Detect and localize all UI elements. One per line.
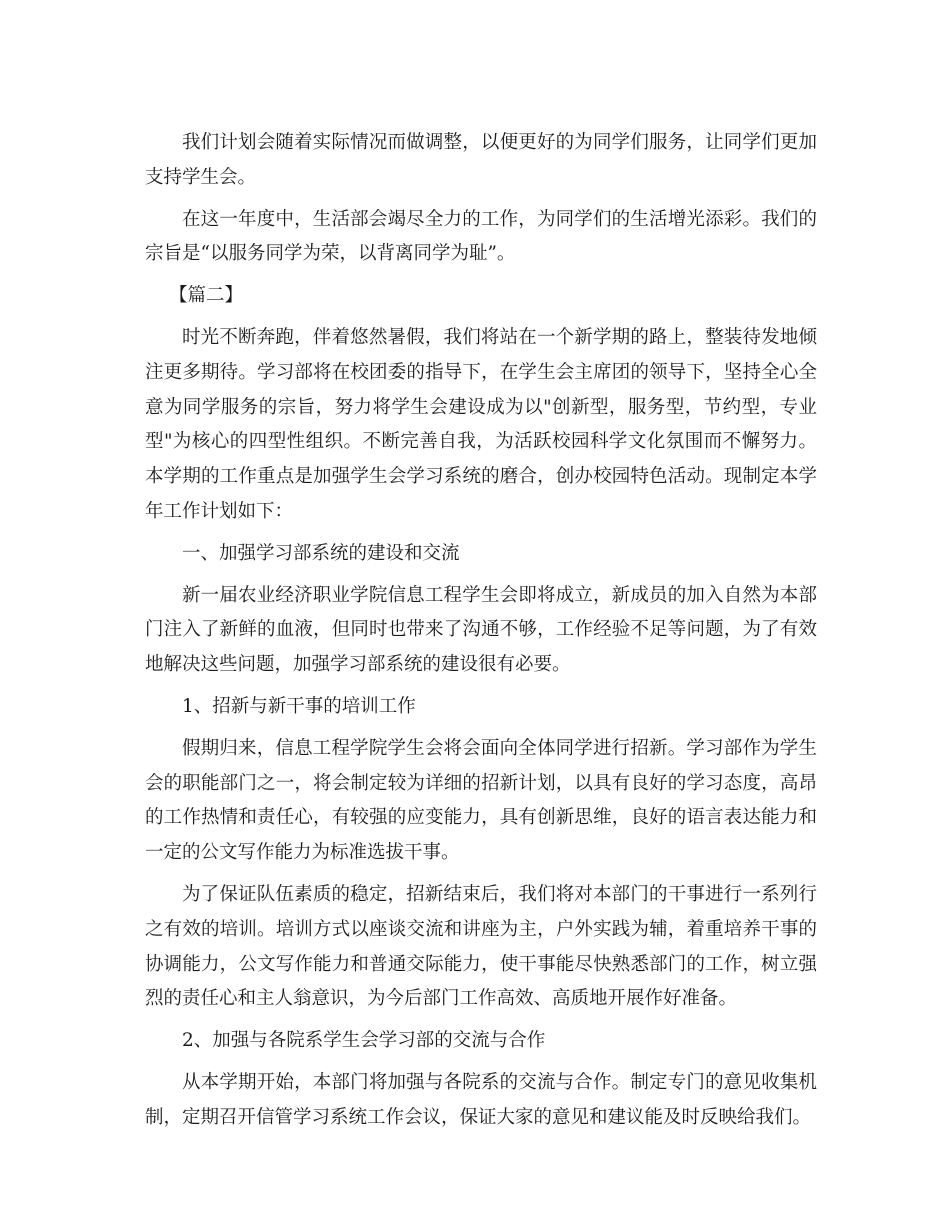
section-heading: 一、加强学习部系统的建设和交流 (182, 542, 460, 564)
paragraph: 新一届农业经济职业学院信息工程学生会即将成立，新成员的加入自然为本部门注入了新鲜的血液，但同时也带来了沟通不够，工作经验不足等问题，为了有效地解决这些问题，加强学习部系统的建设很有必要。 (145, 584, 817, 676)
paragraph: 假期归来，信息工程学院学生会将会面向全体同学进行招新。学习部作为学生会的职能部门之一，将会制定较为详细的招新计划，以具有良好的学习态度，高昂的工作热情和责任心，有较强的应变能力，具有创新思维，良好的语言表达能力和一定的公文写作能力为标准选拔干事。 (145, 737, 817, 864)
subsection-heading: 1、招新与新干事的培训工作 (182, 695, 416, 717)
paragraph: 在这一年度中，生活部会竭尽全力的工作，为同学们的生活增光添彩。我们的宗旨是“以服务同学为荣，以背离同学为耻”。 (145, 208, 817, 265)
section-title: 【篇二】 (169, 285, 244, 307)
paragraph: 我们计划会随着实际情况而做调整，以便更好的为同学们服务，让同学们更加支持学生会。 (145, 132, 817, 188)
paragraph: 为了保证队伍素质的稳定，招新结束后，我们将对本部门的干事进行一系列行之有效的培训。培训方式以座谈交流和讲座为主，户外实践为辅，着重培养干事的协调能力，公文写作能力和普通交际能力，使干事能尽快熟悉部门的工作，树立强烈的责任心和主人翁意识，为今后部门工作高效、高质地开展作好准备。 (145, 883, 817, 1010)
paragraph: 从本学期开始，本部门将加强与各院系的交流与合作。制定专门的意见收集机制，定期召开信管学习系统工作会议，保证大家的意见和建议能及时反映给我们。 (145, 1071, 817, 1128)
paragraph: 时光不断奔跑，伴着悠然暑假，我们将站在一个新学期的路上，整装待发地倾注更多期待。学习部将在校团委的指导下，在学生会主席团的领导下，坚持全心全意为同学服务的宗旨，努力将学生会建设成为以"创新型，服务型，节约型，专业型"为核心的四型性组织。不断完善自我，为活跃校园科学文化氛围而不懈努力。本学期的工作重点是加强学生会学习系统的磨合，创办校园特色活动。现制定本学年工作计划如下： (145, 326, 817, 522)
document-body (145, 126, 817, 1143)
subsection-heading: 2、加强与各院系学生会学习部的交流与合作 (182, 1030, 546, 1052)
